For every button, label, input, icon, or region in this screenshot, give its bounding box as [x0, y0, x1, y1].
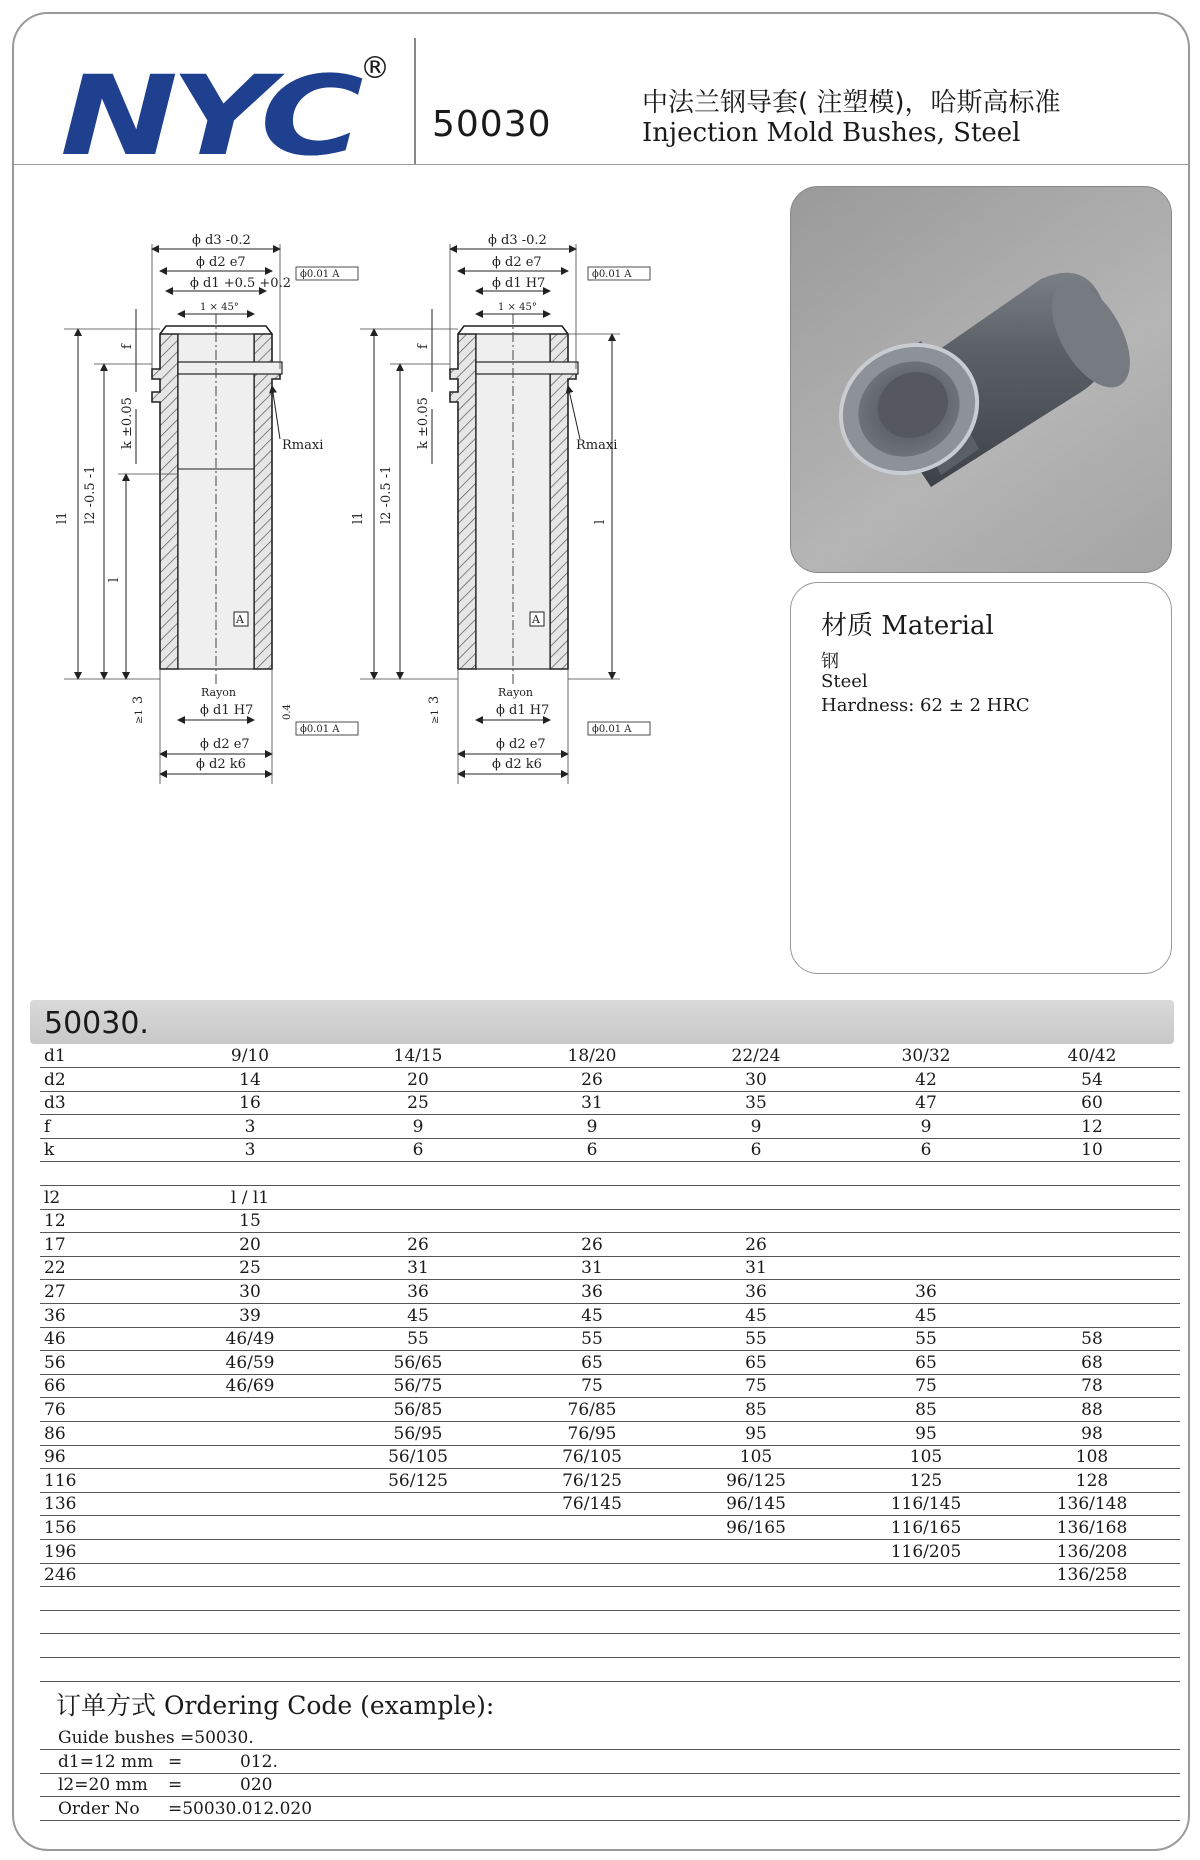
table-cell: 75 — [581, 1376, 603, 1397]
table-row — [40, 1304, 1180, 1328]
table-cell: 31 — [581, 1093, 603, 1114]
row-label: d1 — [44, 1046, 66, 1066]
left-angle: 0.4 — [282, 704, 293, 720]
table-cell: 68 — [1081, 1352, 1103, 1373]
table-cell: 25 — [407, 1093, 429, 1114]
table-cell: 3 — [244, 1140, 256, 1161]
table-cell: 20 — [239, 1234, 261, 1255]
ordering-cell: Order No — [58, 1798, 140, 1819]
ordering-row — [40, 1773, 1180, 1797]
table-cell: 45 — [915, 1305, 937, 1326]
table-cell: 56/85 — [393, 1400, 443, 1420]
table-cell: 35 — [745, 1093, 767, 1114]
drawing-right — [351, 233, 650, 784]
table-cell: 85 — [745, 1400, 767, 1420]
left-datum: A — [236, 613, 244, 626]
left-d1-bottom: ϕ d1 H7 — [200, 703, 254, 718]
left-d3-label: ϕ d3 -0.2 — [192, 233, 251, 248]
table-cell: 45 — [581, 1305, 603, 1326]
row-label: 17 — [44, 1234, 66, 1255]
table-row — [40, 1351, 1180, 1375]
table-row — [40, 1115, 1180, 1139]
left-k: k ±0.05 — [120, 397, 135, 449]
table-row — [40, 1138, 1180, 1162]
table-cell: 6 — [586, 1140, 598, 1161]
table-cell: 45 — [407, 1305, 429, 1326]
right-tol-top: ϕ0.01 A — [592, 269, 632, 280]
table-row — [40, 1422, 1180, 1446]
table-cell: 55 — [581, 1329, 603, 1350]
table-cell: 116/205 — [890, 1541, 962, 1562]
right-d2-label: ϕ d2 e7 — [492, 255, 542, 270]
table-cell: 36 — [745, 1282, 767, 1302]
table-cell: 15 — [239, 1211, 261, 1232]
title-chinese: 中法兰钢导套( 注塑模)，哈斯高标准 — [642, 88, 1061, 118]
table-cell: 36 — [581, 1282, 603, 1302]
table-row — [40, 1327, 1180, 1351]
right-chamfer-label: 1 × 45° — [498, 302, 537, 313]
table-cell: 95 — [745, 1423, 767, 1444]
right-d2-k6: ϕ d2 k6 — [492, 757, 542, 772]
table-row — [40, 1374, 1180, 1398]
row-label: 86 — [44, 1423, 66, 1444]
table-cell: 36 — [407, 1282, 429, 1302]
table-cell: 76/125 — [562, 1470, 622, 1491]
right-l2: l2 -0.5 -1 — [379, 465, 394, 524]
table-cell: 47 — [915, 1093, 937, 1114]
row-label: d2 — [44, 1069, 66, 1090]
right-l: l — [593, 519, 608, 524]
table-cell: 31 — [745, 1258, 767, 1279]
registered-mark: ® — [360, 51, 390, 86]
table-row — [40, 1563, 1180, 1587]
row-label: k — [44, 1140, 55, 1161]
table-row — [40, 1256, 1180, 1280]
table-cell: 31 — [407, 1258, 429, 1279]
ordering-cell: d1=12 mm — [58, 1751, 154, 1772]
row-label: 156 — [44, 1518, 77, 1538]
header-divider — [414, 38, 416, 164]
table-cell: 108 — [1075, 1447, 1109, 1468]
table-cell: 65 — [581, 1352, 603, 1373]
left-l1: l1 — [55, 511, 70, 524]
table-cell: 96/145 — [726, 1494, 786, 1515]
table-cell: l / l1 — [230, 1187, 270, 1208]
table-cell: 45 — [745, 1305, 767, 1326]
drawing-left — [55, 233, 358, 784]
table-row — [40, 1469, 1180, 1493]
table-cell: 56/95 — [393, 1423, 443, 1444]
left-tol-bottom: ϕ0.01 A — [300, 724, 340, 735]
table-cell: 125 — [909, 1470, 943, 1491]
right-k: k ±0.05 — [416, 397, 431, 449]
table-cell: 30 — [745, 1069, 767, 1090]
row-label: l2 — [44, 1187, 61, 1208]
material-title: 材质 Material — [821, 611, 994, 641]
row-label: 27 — [44, 1282, 66, 1302]
table-cell: 55 — [915, 1329, 937, 1350]
table-cell: 40/42 — [1067, 1046, 1117, 1066]
table-cell: 105 — [739, 1447, 773, 1468]
table-cell: 58 — [1081, 1329, 1103, 1350]
table-cell: 56/105 — [388, 1447, 448, 1468]
bush-render — [791, 187, 1171, 572]
row-label: 116 — [44, 1470, 77, 1491]
left-three: 3 — [131, 695, 146, 704]
brand-text: NYC — [60, 52, 363, 180]
table-cell: 42 — [915, 1069, 937, 1090]
material-en: Steel — [821, 671, 868, 692]
table-cell: 56/65 — [393, 1352, 443, 1373]
left-l: l — [107, 577, 122, 582]
row-label: 76 — [44, 1400, 66, 1420]
table-cell: 46/69 — [225, 1376, 275, 1397]
datasheet — [12, 12, 1190, 1851]
table-cell: 76/95 — [567, 1423, 617, 1444]
row-label: 56 — [44, 1352, 66, 1373]
row-label: f — [44, 1116, 51, 1137]
table-cell: 55 — [745, 1329, 767, 1350]
row-label: 196 — [44, 1541, 77, 1562]
ordering-row — [40, 1726, 1180, 1750]
material-hardness: Hardness: 62 ± 2 HRC — [821, 695, 1030, 716]
table-cell: 6 — [750, 1140, 762, 1161]
table-cell: 3 — [244, 1116, 256, 1137]
table-cell: 65 — [915, 1352, 937, 1373]
table-cell: 96/165 — [726, 1518, 786, 1538]
ordering-cell: =50030.012.020 — [168, 1798, 313, 1819]
table-cell: 9 — [586, 1116, 598, 1137]
table-cell: 26 — [581, 1069, 603, 1090]
table-cell: 136/208 — [1056, 1541, 1128, 1562]
table-cell: 116/165 — [890, 1518, 962, 1538]
table-cell: 46/49 — [225, 1329, 275, 1350]
table-cell: 65 — [745, 1352, 767, 1373]
table-cell: 136/148 — [1056, 1494, 1128, 1515]
right-f: f — [416, 344, 431, 349]
table-cell: 30 — [239, 1282, 261, 1302]
table-cell: 26 — [407, 1234, 429, 1255]
table-cell: 9 — [412, 1116, 424, 1137]
right-rmax: Rmaxi — [576, 438, 618, 453]
table-cell: 76/145 — [562, 1494, 622, 1515]
left-ge1: ≥1 — [134, 709, 145, 724]
left-f: f — [120, 344, 135, 349]
left-rayon: Rayon — [201, 686, 237, 699]
row-label: 96 — [44, 1447, 66, 1468]
table-row-blank — [40, 1162, 1180, 1186]
table-row — [40, 1280, 1180, 1304]
table-cell: 88 — [1081, 1400, 1103, 1420]
table-cell: 26 — [745, 1234, 767, 1255]
table-row — [40, 1044, 1180, 1068]
table-cell: 16 — [239, 1093, 261, 1114]
table-title-band — [30, 1000, 1174, 1044]
left-d2-label: ϕ d2 e7 — [196, 255, 246, 270]
table-cell: 14/15 — [393, 1046, 443, 1066]
table-cell: 75 — [915, 1376, 937, 1397]
table-cell: 136/168 — [1056, 1518, 1128, 1538]
table-cell: 105 — [909, 1447, 943, 1468]
table-cell: 9/10 — [230, 1046, 270, 1066]
table-cell: 56/125 — [388, 1470, 448, 1491]
right-tol-bottom: ϕ0.01 A — [592, 724, 632, 735]
table-cell: 39 — [239, 1305, 261, 1326]
table-title: 50030. — [44, 1006, 149, 1041]
table-row — [40, 1445, 1180, 1469]
table-cell: 76/105 — [562, 1447, 622, 1468]
left-rmax: Rmaxi — [282, 438, 324, 453]
material-box — [790, 582, 1172, 974]
table-row — [40, 1516, 1180, 1540]
table-cell: 96/125 — [726, 1470, 786, 1491]
left-d2-e7: ϕ d2 e7 — [200, 737, 250, 752]
table-cell: 136/258 — [1056, 1565, 1128, 1586]
row-label: 246 — [44, 1565, 77, 1586]
table-cell: 54 — [1081, 1069, 1103, 1090]
material-cn: 钢 — [821, 651, 839, 672]
right-datum: A — [532, 613, 540, 626]
table-cell: 6 — [412, 1140, 424, 1161]
table-row-blank — [40, 1587, 1180, 1611]
table-cell: 128 — [1075, 1470, 1109, 1491]
table-cell: 26 — [581, 1234, 603, 1255]
ordering-cell: l2=20 mm — [58, 1775, 148, 1796]
nyc-logo — [56, 51, 390, 180]
table-cell: 14 — [239, 1069, 261, 1090]
title-english: Injection Mold Bushes, Steel — [642, 118, 1021, 148]
left-d1-label: ϕ d1 +0.5 +0.2 — [190, 276, 291, 291]
header — [14, 14, 1188, 180]
ordering-cell: = — [168, 1751, 183, 1772]
row-label: 12 — [44, 1211, 66, 1232]
table-cell: 98 — [1081, 1423, 1103, 1444]
table-cell: 55 — [407, 1329, 429, 1350]
ordering-row — [40, 1797, 1180, 1821]
table-cell: 22/24 — [731, 1046, 781, 1066]
table-row — [40, 1540, 1180, 1564]
table-row — [40, 1209, 1180, 1233]
part-number: 50030 — [432, 104, 552, 145]
table-cell: 116/145 — [890, 1494, 962, 1515]
ordering-cell: Guide bushes =50030. — [58, 1728, 254, 1748]
right-d2-e7: ϕ d2 e7 — [496, 737, 546, 752]
table-row — [40, 1233, 1180, 1257]
table-cell: 9 — [750, 1116, 762, 1137]
row-label: 46 — [44, 1329, 66, 1350]
table-cell: 78 — [1081, 1376, 1103, 1397]
table-cell: 20 — [407, 1069, 429, 1090]
left-chamfer-label: 1 × 45° — [200, 302, 239, 313]
right-rayon: Rayon — [498, 686, 534, 699]
right-ge1: ≥1 — [430, 709, 441, 724]
table-cell: 56/75 — [393, 1376, 443, 1397]
table-cell: 60 — [1081, 1093, 1103, 1114]
table-cell: 75 — [745, 1376, 767, 1397]
table-row — [40, 1398, 1180, 1422]
table-cell: 85 — [915, 1400, 937, 1420]
table-cell: 46/59 — [225, 1352, 275, 1373]
left-d2-k6: ϕ d2 k6 — [196, 757, 246, 772]
ordering-row — [40, 1750, 1180, 1774]
table-row-blank — [40, 1634, 1180, 1658]
table-cell: 25 — [239, 1258, 261, 1279]
ordering-cell: 012. — [240, 1751, 278, 1772]
row-label: 36 — [44, 1305, 66, 1326]
row-label: 66 — [44, 1376, 66, 1397]
table-row-blank — [40, 1610, 1180, 1634]
table-cell: 9 — [920, 1116, 932, 1137]
row-label: d3 — [44, 1093, 66, 1114]
table-cell: 18/20 — [567, 1046, 617, 1066]
table-cell: 31 — [581, 1258, 603, 1279]
table-cell: 76/85 — [567, 1400, 617, 1420]
ordering-cell: = — [168, 1775, 183, 1796]
right-d1-label: ϕ d1 H7 — [492, 276, 546, 291]
right-three: 3 — [427, 695, 442, 704]
table-row — [40, 1091, 1180, 1115]
left-l2: l2 -0.5 -1 — [83, 465, 98, 524]
row-label: 22 — [44, 1258, 66, 1279]
right-d3-label: ϕ d3 -0.2 — [488, 233, 547, 248]
table-row — [40, 1186, 1180, 1210]
left-tol-top: ϕ0.01 A — [300, 269, 340, 280]
table-row-blank — [40, 1658, 1180, 1682]
ordering-title: 订单方式 Ordering Code (example): — [56, 1691, 495, 1720]
table-cell: 30/32 — [901, 1046, 951, 1066]
right-l1: l1 — [351, 511, 366, 524]
table-cell: 36 — [915, 1282, 937, 1302]
ordering-cell: 020 — [240, 1775, 273, 1796]
technical-drawings — [14, 164, 784, 984]
table-cell: 12 — [1081, 1116, 1103, 1137]
table-cell: 95 — [915, 1423, 937, 1444]
row-label: 136 — [44, 1494, 77, 1515]
table-cell: 6 — [920, 1140, 932, 1161]
right-d1-bottom: ϕ d1 H7 — [496, 703, 550, 718]
table-cell: 10 — [1081, 1140, 1103, 1161]
product-image — [790, 186, 1172, 573]
table-row — [40, 1068, 1180, 1092]
table-row — [40, 1492, 1180, 1516]
